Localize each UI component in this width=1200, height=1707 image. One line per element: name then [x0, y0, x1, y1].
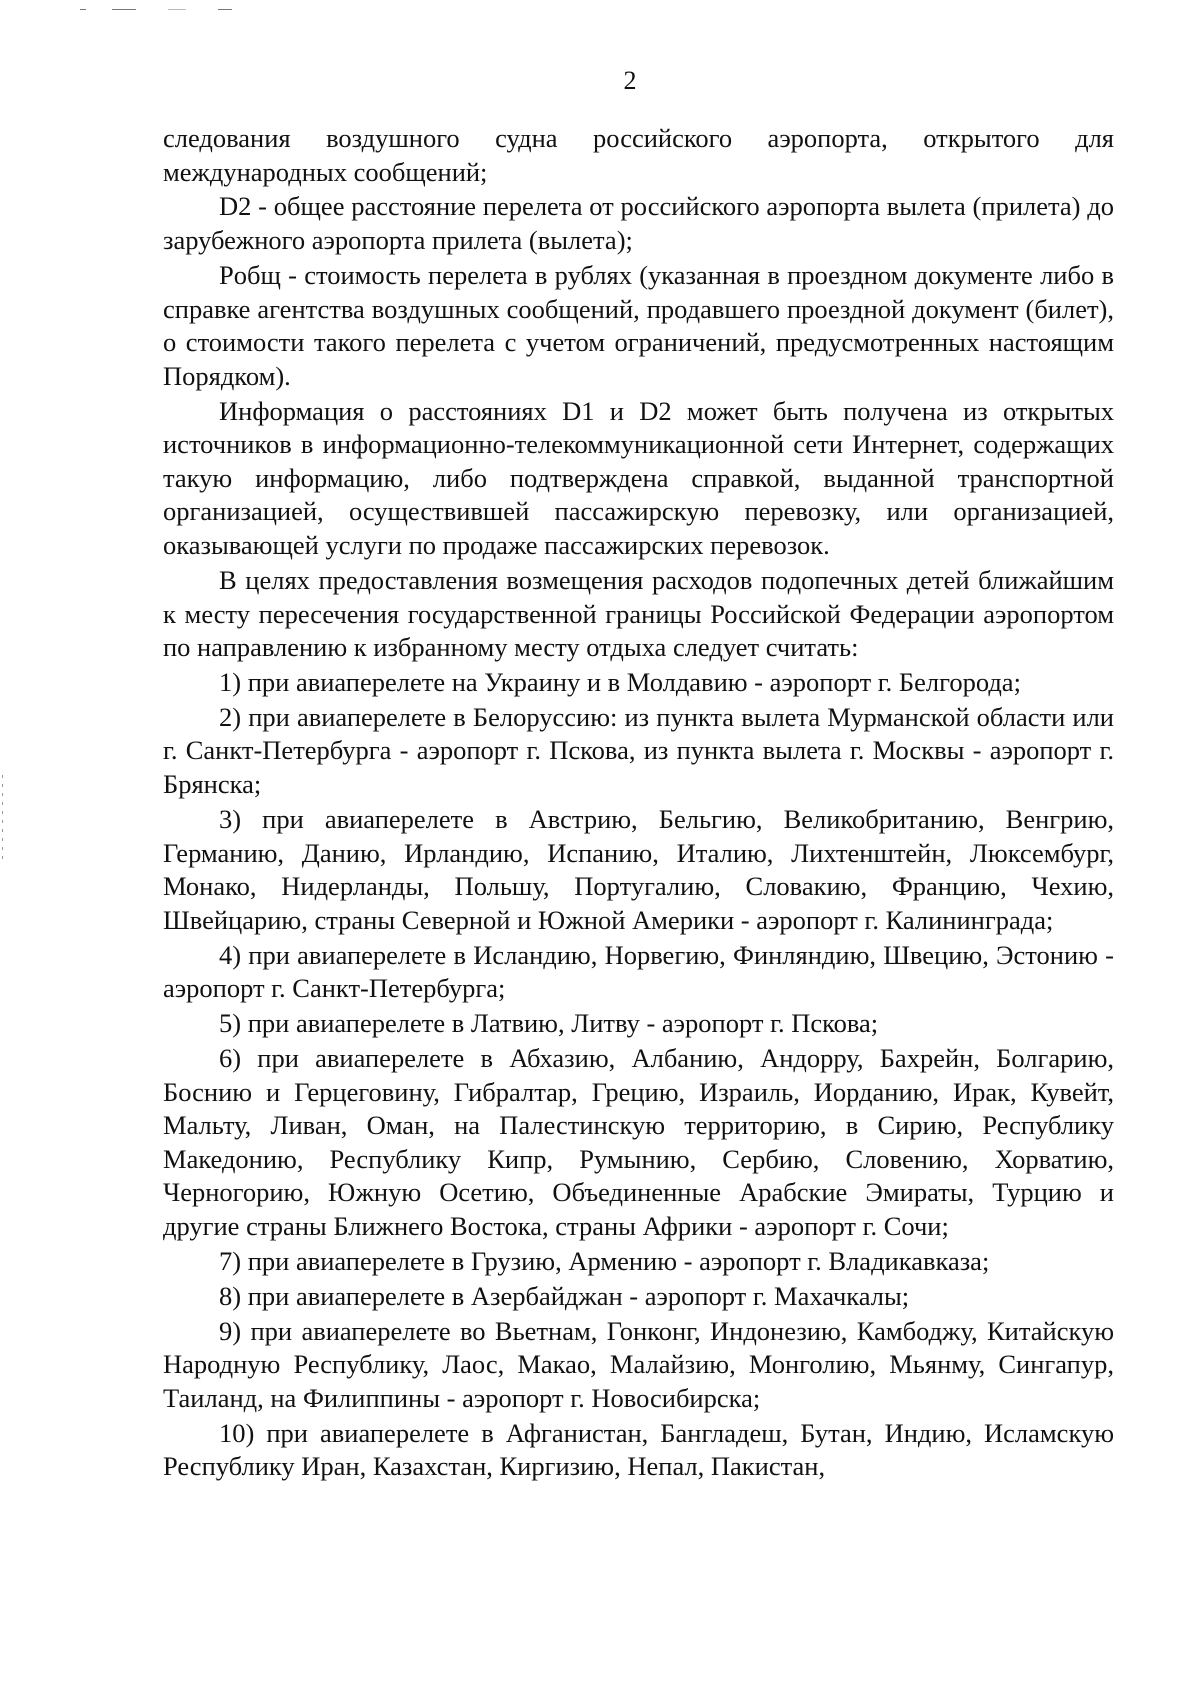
paragraph-nearest-airport: В целях предоставления возмещения расходов подопечных детей ближайшим к месту пересечения государственной границы Российской Федерации аэропортом по направлению к избранному месту отдыха следует считать: — [163, 564, 1114, 663]
list-item-2: 2) при авиаперелете в Белоруссию: из пункта вылета Мурманской области или г. Санкт-Петербурга - аэропорт г. Пскова, из пункта вылета г. Москвы - аэропорт г. Брянска; — [163, 701, 1114, 800]
scan-artifact — [168, 9, 186, 10]
list-item-9: 9) при авиаперелете во Вьетнам, Гонконг, Индонезию, Камбоджу, Китайскую Народную Республику, Лаос, Макао, Малайзию, Монголию, Мьянму, Сингапур, Таиланд, на Филиппины - аэропорт г. Новосибирска; — [163, 1315, 1114, 1413]
scan-edge-artifact — [2, 775, 3, 865]
list-item-4: 4) при авиаперелете в Исландию, Норвегию, Финляндию, Швецию, Эстонию - аэропорт г. Санкт-Петербурга; — [163, 939, 1114, 1004]
list-item-10: 10) при авиаперелете в Афганистан, Бангладеш, Бутан, Индию, Исламскую Республику Иран, Казахстан, Киргизию, Непал, Пакистан, — [163, 1417, 1114, 1482]
scan-artifact — [218, 9, 232, 10]
paragraph-distance-info: Информация о расстояниях D1 и D2 может быть получена из открытых источников в информационно-телекоммуникационной сети Интернет, содержащих такую информацию, либо подтверждена справкой, выданной транспортной организацией, осуществившей пассажирскую перевозку, или организацией, оказывающей услуги по продаже пассажирских перевозок. — [163, 395, 1114, 561]
list-item-8: 8) при авиаперелете в Азербайджан - аэропорт г. Махачкалы; — [219, 1280, 910, 1311]
page-number: 2 — [623, 66, 637, 95]
list-item-3: 3) при авиаперелете в Австрию, Бельгию, Великобританию, Венгрию, Германию, Данию, Ирландию, Испанию, Италию, Лихтенштейн, Люксембург, Монако, Нидерланды, Польшу, Португалию, Словакию, Францию, Чехию, Швейцарию, страны Северной и Южной Америки - аэропорт г. Калининграда; — [163, 803, 1114, 935]
paragraph-continuation: следования воздушного судна российского аэропорта, открытого для международных сообщений; — [163, 123, 1114, 187]
scan-artifact — [112, 9, 136, 10]
list-item-6: 6) при авиаперелете в Абхазию, Албанию, Андорру, Бахрейн, Болгарию, Боснию и Герцеговину, Гибралтар, Грецию, Израиль, Иорданию, Ирак, Кувейт, Мальту, Ливан, Оман, на Палестинскую территорию, в Сирию, Республику Македонию, Республику Кипр, Румынию, Сербию, Словению, Хорватию, Черногорию, Южную Осетию, Объединенные Арабские Эмираты, Турцию и другие страны Ближнего Востока, страны Африки - аэропорт г. Сочи; — [163, 1043, 1114, 1241]
paragraph-cost-definition: Pобщ - стоимость перелета в рублях (указанная в проездном документе либо в справке агентства воздушных сообщений, продавшего проездной документ (билет), о стоимости такого перелета с учетом ограничений, предусмотренных настоящим Порядком). — [163, 259, 1114, 391]
paragraph-d2-definition: D2 - общее расстояние перелета от российского аэропорта вылета (прилета) до зарубежного аэропорта прилета (вылета); — [163, 191, 1114, 256]
scan-artifact — [80, 9, 86, 10]
list-item-5: 5) при авиаперелете в Латвию, Литву - аэропорт г. Пскова; — [219, 1008, 879, 1039]
list-item-7: 7) при авиаперелете в Грузию, Армению - аэропорт г. Владикавказа; — [219, 1245, 990, 1276]
list-item-1: 1) при авиаперелете на Украину и в Молдавию - аэропорт г. Белгорода; — [219, 666, 1021, 697]
document-body — [163, 122, 1114, 1485]
